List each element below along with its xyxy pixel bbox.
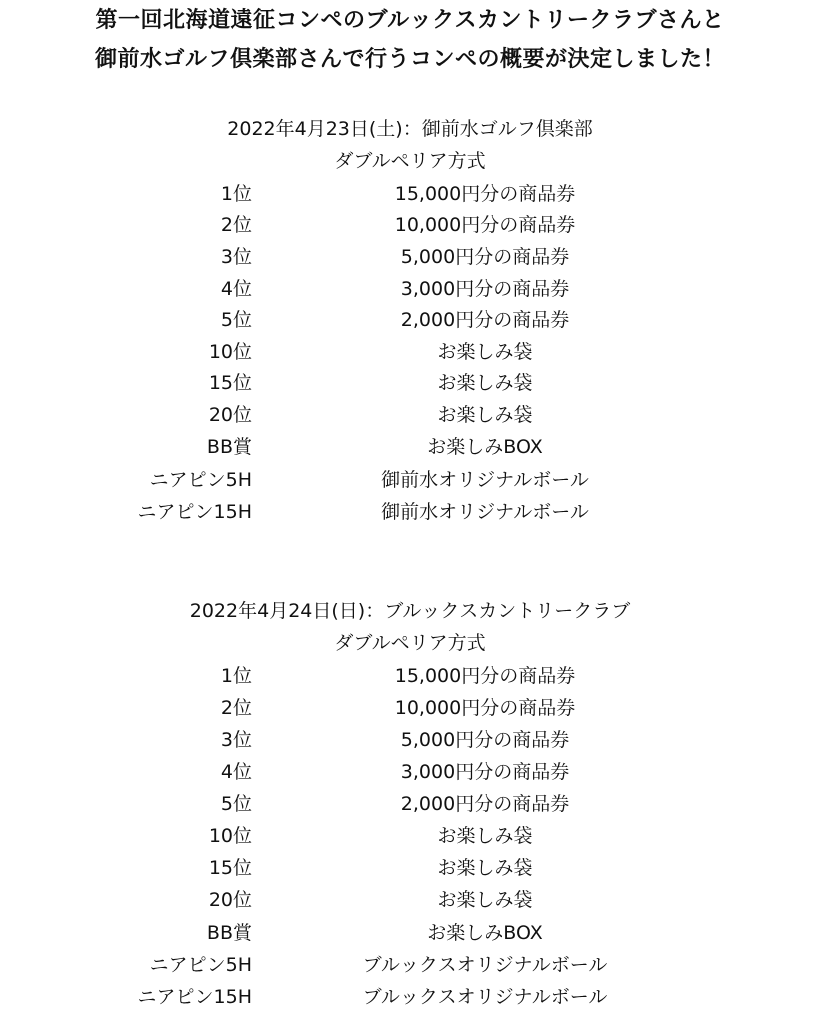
prize-row [0,307,820,333]
headline-line-1: 第一回北海道遠征コンペのブルックスカントリークラブさんと [95,8,725,33]
event-2-title: 2022年4月24日(日)：ブルックスカントリークラブ [189,600,631,622]
event-2-format: ダブルペリア方式 [334,632,486,654]
prize-value: 15,000円分の商品券 [394,665,576,687]
prize-rank: ニアピン5H [149,954,252,976]
prize-row [0,759,820,785]
prize-value: 2,000円分の商品券 [400,793,570,815]
prize-value: 2,000円分の商品券 [400,309,570,331]
prize-rank: 4位 [220,761,252,783]
prize-rank: 20位 [208,889,252,911]
prize-rank: 15位 [208,372,252,394]
prize-rank: 5位 [220,309,252,331]
prize-row [0,920,820,946]
event-1-format: ダブルペリア方式 [334,150,486,172]
prize-value: 10,000円分の商品券 [394,697,576,719]
prize-row [0,181,820,207]
prize-rank: ニアピン5H [149,469,252,491]
prize-value: お楽しみ袋 [437,341,533,363]
event-1-title: 2022年4月23日(土)：御前水ゴルフ倶楽部 [227,118,593,140]
prize-rank: BB賞 [206,922,252,944]
prize-row [0,434,820,460]
prize-value: お楽しみBOX [427,922,543,944]
prize-row [0,695,820,721]
prize-rank: ニアピン15H [137,986,252,1008]
prize-rank: 15位 [208,857,252,879]
prize-rank: 1位 [220,183,252,205]
prize-value: お楽しみ袋 [437,857,533,879]
prize-rank: BB賞 [206,436,252,458]
prize-row [0,791,820,817]
prize-rank: 2位 [220,214,252,236]
prize-row [0,339,820,365]
prize-rank: 3位 [220,246,252,268]
prize-row [0,663,820,689]
prize-value: 御前水オリジナルボール [381,469,589,491]
prize-value: お楽しみ袋 [437,372,533,394]
prize-row [0,402,820,428]
prize-value: 5,000円分の商品券 [400,729,570,751]
prize-rank: 1位 [220,665,252,687]
prize-value: 3,000円分の商品券 [400,278,570,300]
headline-line-2: 御前水ゴルフ倶楽部さんで行うコンペの概要が決定しました！ [94,47,725,72]
prize-value: 3,000円分の商品券 [400,761,570,783]
prize-row [0,212,820,238]
prize-value: 10,000円分の商品券 [394,214,576,236]
prize-row [0,984,820,1010]
prize-value: 5,000円分の商品券 [400,246,570,268]
prize-value: お楽しみ袋 [437,404,533,426]
prize-rank: 4位 [220,278,252,300]
prize-row [0,499,820,525]
prize-row [0,727,820,753]
prize-value: お楽しみ袋 [437,889,533,911]
prize-value: 御前水オリジナルボール [381,501,589,523]
prize-row [0,276,820,302]
prize-rank: ニアピン15H [137,501,252,523]
prize-rank: 3位 [220,729,252,751]
prize-rank: 20位 [208,404,252,426]
prize-value: ブルックスオリジナルボール [362,986,608,1008]
prize-row [0,823,820,849]
prize-value: お楽しみ袋 [437,825,533,847]
prize-value: お楽しみBOX [427,436,543,458]
prize-row [0,855,820,881]
prize-value: ブルックスオリジナルボール [362,954,608,976]
prize-rank: 2位 [220,697,252,719]
prize-row [0,887,820,913]
prize-row [0,370,820,396]
prize-rank: 10位 [208,341,252,363]
prize-row [0,952,820,978]
prize-row [0,244,820,270]
prize-value: 15,000円分の商品券 [394,183,576,205]
prize-rank: 10位 [208,825,252,847]
prize-rank: 5位 [220,793,252,815]
prize-row [0,467,820,493]
